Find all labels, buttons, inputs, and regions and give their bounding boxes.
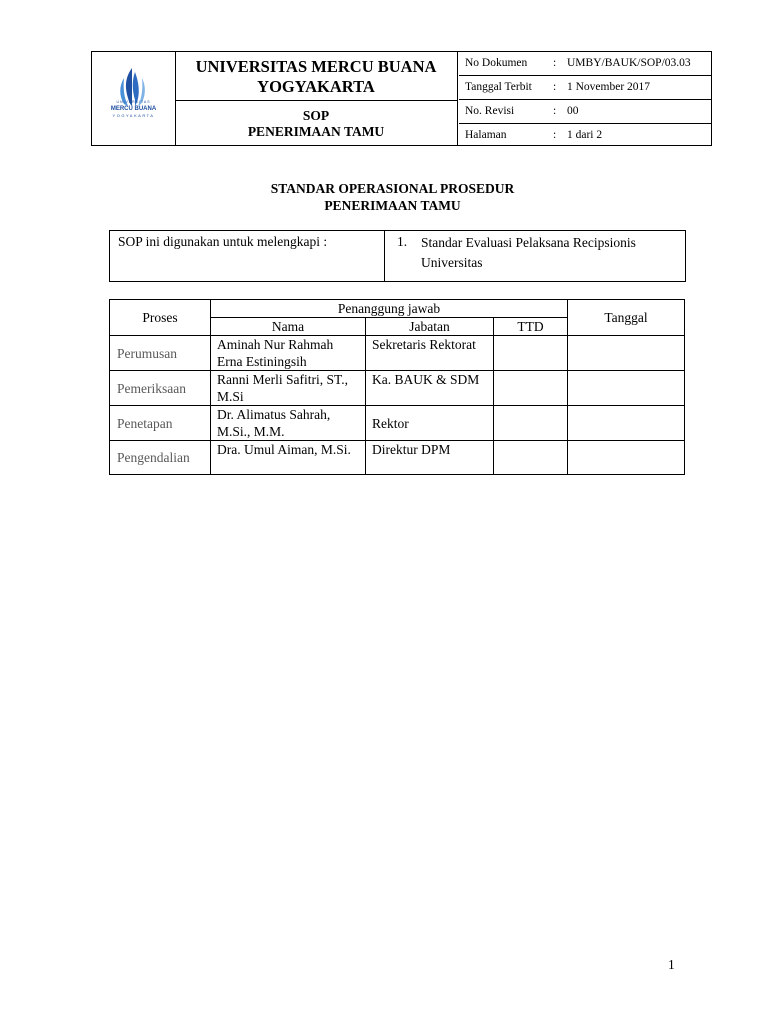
cell-proses: Pengendalian [110, 441, 211, 475]
meta-row-document-number [459, 52, 711, 76]
meta-value: 00 [567, 105, 579, 117]
document-meta [459, 52, 711, 145]
page-number: 1 [668, 957, 675, 972]
university-title [175, 52, 458, 101]
header-ttd: TTD [494, 318, 568, 336]
logo-cell [92, 52, 176, 145]
cell-nama: Dr. Alimatus Sahrah, M.Si., M.M. [211, 406, 366, 441]
header-proses: Proses [110, 300, 211, 336]
table-row [110, 406, 685, 441]
document-title-line1: STANDAR OPERASIONAL PROSEDUR [270, 181, 515, 196]
sop-title-cell [175, 101, 458, 145]
cell-proses: Pemeriksaan [110, 371, 211, 406]
table-row [110, 336, 685, 371]
cell-nama: Ranni Merli Safitri, ST., M.Si [211, 371, 366, 406]
meta-key: No. Revisi [465, 105, 515, 117]
header-penanggung-jawab: Penanggung jawab [211, 300, 568, 318]
responsibility-table [109, 299, 685, 475]
table-row [110, 371, 685, 406]
cell-tanggal [568, 441, 685, 475]
cell-jabatan: Sekretaris Rektorat [366, 336, 494, 371]
cell-jabatan: Rektor [366, 406, 494, 441]
university-name-line1: UNIVERSITAS MERCU BUANA [195, 57, 437, 76]
logo-text-top: UNIVERSITAS [116, 100, 151, 104]
header-tanggal: Tanggal [568, 300, 685, 336]
sop-title: PENERIMAAN TAMU [247, 124, 385, 139]
usage-label: SOP ini digunakan untuk melengkapi : [118, 234, 328, 249]
meta-row-page [459, 124, 711, 147]
meta-sep: : [553, 129, 557, 141]
usage-item-number: 1. [397, 234, 408, 249]
meta-sep: : [553, 105, 557, 117]
cell-jabatan: Ka. BAUK & SDM [366, 371, 494, 406]
document-title [0, 180, 768, 214]
cell-ttd [494, 371, 568, 406]
sop-label: SOP [302, 108, 330, 123]
meta-row-revision [459, 100, 711, 124]
meta-value: UMBY/BAUK/SOP/03.03 [567, 57, 691, 69]
meta-key: No Dokumen [465, 57, 528, 69]
usage-divider [384, 231, 385, 281]
university-name-line2: YOGYAKARTA [257, 77, 375, 96]
document-title-line2: PENERIMAAN TAMU [324, 198, 461, 213]
table-row [110, 441, 685, 475]
cell-nama: Dra. Umul Aiman, M.Si. [211, 441, 366, 475]
usage-item-text: Standar Evaluasi Pelaksana Recipsionis Universitas [421, 235, 636, 270]
table-header-row [110, 300, 685, 318]
meta-sep: : [553, 81, 557, 93]
cell-tanggal [568, 371, 685, 406]
logo-text-main: MERCU BUANA [110, 106, 157, 112]
cell-ttd [494, 441, 568, 475]
header-nama: Nama [211, 318, 366, 336]
document-header [91, 51, 712, 146]
meta-row-issue-date [459, 76, 711, 100]
meta-value: 1 November 2017 [567, 81, 651, 93]
usage-table [109, 230, 686, 282]
meta-value: 1 dari 2 [567, 129, 603, 141]
cell-proses: Perumusan [110, 336, 211, 371]
university-logo [102, 66, 166, 132]
cell-proses: Penetapan [110, 406, 211, 441]
cell-tanggal [568, 336, 685, 371]
header-jabatan: Jabatan [366, 318, 494, 336]
logo-text-bottom: YOGYAKARTA [112, 113, 155, 118]
cell-tanggal [568, 406, 685, 441]
meta-sep: : [553, 57, 557, 69]
meta-key: Tanggal Terbit [465, 81, 532, 93]
cell-ttd [494, 406, 568, 441]
cell-ttd [494, 336, 568, 371]
cell-nama: Aminah Nur Rahmah Erna Estiningsih [211, 336, 366, 371]
cell-jabatan: Direktur DPM [366, 441, 494, 475]
meta-key: Halaman [465, 129, 507, 141]
